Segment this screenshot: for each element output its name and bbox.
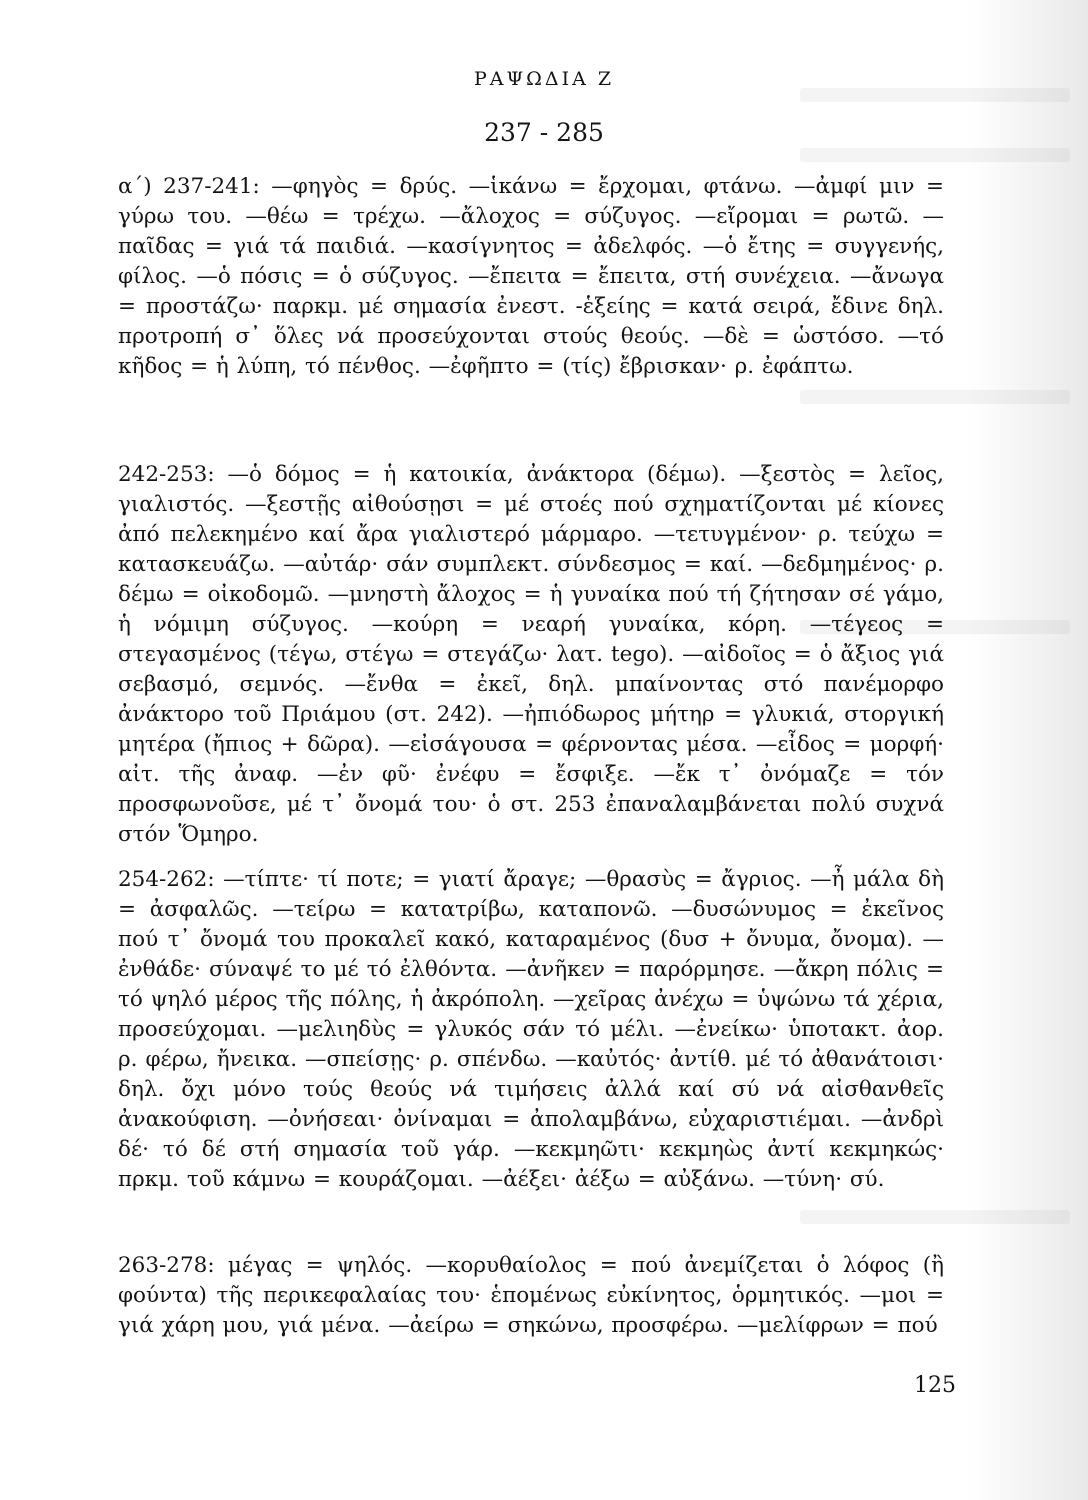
bleed-through-line <box>800 148 1070 162</box>
commentary-paragraph: α΄) 237-241: —φηγὸς = δρύς. —ἱκάνω = ἔρχομαι, φτάνω. —ἀμφί μιν = γύρω του. —θέω = τρέχω. —ἄλοχος = σύζυγος. —εἴρομαι = ρωτῶ. —παῖδας = γιά τά παιδιά. —κασίγνητος = ἀδελφός. —ὁ ἔτης = συγγενής, φίλος. —ὁ πόσις = ὁ σύζυγος. —ἔπειτα = ἔπειτα, στή συνέχεια. —ἄνωγα = προστάζω· παρκμ. μέ σημασία ἐνεστ. -ἑξείης = κατά σειρά, ἔδινε δηλ. προτροπή σ᾿ ὅλες νά προσεύχονται στούς θεούς. —δὲ = ὡστόσο. —τό κῆδος = ἡ λύπη, τό πένθος. —ἐφῆπτο = (τίς) ἔβρισκαν· ρ. ἐφάπτω. <box>118 174 944 379</box>
commentary-section-242-253 <box>118 460 944 850</box>
scan-edge-shading <box>968 0 1088 1500</box>
commentary-section-237-241 <box>118 172 944 382</box>
commentary-section-254-262 <box>118 865 944 1195</box>
bleed-through-line <box>800 390 1070 404</box>
verse-range-title: 237 - 285 <box>484 118 604 147</box>
book-title: ΡΑΨΩΔΙΑ Ζ <box>473 68 615 90</box>
commentary-paragraph: 254-262: —τίπτε· τί ποτε; = γιατί ἄραγε; —θρασὺς = ἄγριος. —ἦ μάλα δὴ = ἀσφαλῶς. —τείρω = κατατρίβω, καταπονῶ. —δυσώνυμος = ἐκεῖνος πού τ᾿ ὄνομά του προκαλεῖ κακό, καταραμένος (δυσ + ὄνυμα, ὄνομα). —ἐνθάδε· σύναψέ το μέ τό ἐλθόντα. —ἀνῆκεν = παρόρμησε. —ἄκρη πόλις = τό ψηλό μέρος τῆς πόλης, ἡ ἀκρόπολη. —χεῖρας ἀνέχω = ὑψώνω τά χέρια, προσεύχομαι. —μελιηδὺς = γλυκός σάν τό μέλι. —ἐνείκω· ὑποτακτ. ἀορ. ρ. φέρω, ἤνεικα. —σπείσῃς· ρ. σπένδω. —καὐτός· ἀντίθ. μέ τό ἀθανάτοισι· δηλ. ὄχι μόνο τούς θεούς νά τιμήσεις ἀλλά καί σύ νά αἰσθανθεῖς ἀνακούφιση. —ὀνήσεαι· ὀνίναμαι = ἀπολαμβάνω, εὐχαριστιέμαι. —ἀνδρὶ δέ· τό δέ στή σημασία τοῦ γάρ. —κεκμηῶτι· κεκμηὼς ἀντί κεκμηκώς· πρκμ. τοῦ κάμνω = κουράζομαι. —ἀέξει· ἀέξω = αὐξάνω. —τύνη· σύ. <box>118 867 944 1192</box>
bleed-through-line <box>800 1210 1070 1224</box>
page-number: 125 <box>914 1373 956 1398</box>
bleed-through-line <box>800 88 1070 102</box>
commentary-paragraph: 263-278: μέγας = ψηλός. —κορυθαίολος = πού ἀνεμίζεται ὁ λόφος (ἢ φούντα) τῆς περικεφαλαίας του· ἑπομένως εὐκίνητος, ὁρμητικός. —μοι = γιά χάρη μου, γιά μένα. —ἀείρω = σηκώνω, προσφέρω. —μελίφρων = πού <box>118 1253 944 1338</box>
commentary-section-263-278 <box>118 1251 944 1341</box>
commentary-paragraph: 242-253: —ὁ δόμος = ἡ κατοικία, ἀνάκτορα (δέμω). —ξεστὸς = λεῖος, γιαλιστός. —ξεστῇς αἰθούσῃσι = μέ στοές πού σχηματίζονται μέ κίονες ἀπό πελεκημένο καί ἄρα γιαλιστερό μάρμαρο. —τετυγμένον· ρ. τεύχω = κατασκευάζω. —αὐτάρ· σάν συμπλεκτ. σύνδεσμος = καί. —δεδμημένος· ρ. δέμω = οἰκοδομῶ. —μνηστὴ ἄλοχος = ἡ γυναίκα πού τή ζήτησαν σέ γάμο, ἡ νόμιμη σύζυγος. —κούρη = νεαρή γυναίκα, κόρη. —τέγεος = στεγασμένος (τέγω, στέγω = στεγάζω· λατ. tego). —αἰδοῖος = ὁ ἄξιος γιά σεβασμό, σεμνός. —ἔνθα = ἐκεῖ, δηλ. μπαίνοντας στό πανέμορφο ἀνάκτορο τοῦ Πριάμου (στ. 242). —ἠπιόδωρος μήτηρ = γλυκιά, στοργική μητέρα (ἤπιος + δῶρα). —εἰσάγουσα = φέρνοντας μέσα. —εἶδος = μορφή· αἰτ. τῆς ἀναφ. —ἐν φῦ· ἐνέφυ = ἔσφιξε. —ἔκ τ᾿ ὀνόμαζε = τόν προσφωνοῦσε, μέ τ᾿ ὄνομά του· ὁ στ. 253 ἐπαναλαμβάνεται πολύ συχνά στόν Ὅμηρο. <box>118 462 944 847</box>
